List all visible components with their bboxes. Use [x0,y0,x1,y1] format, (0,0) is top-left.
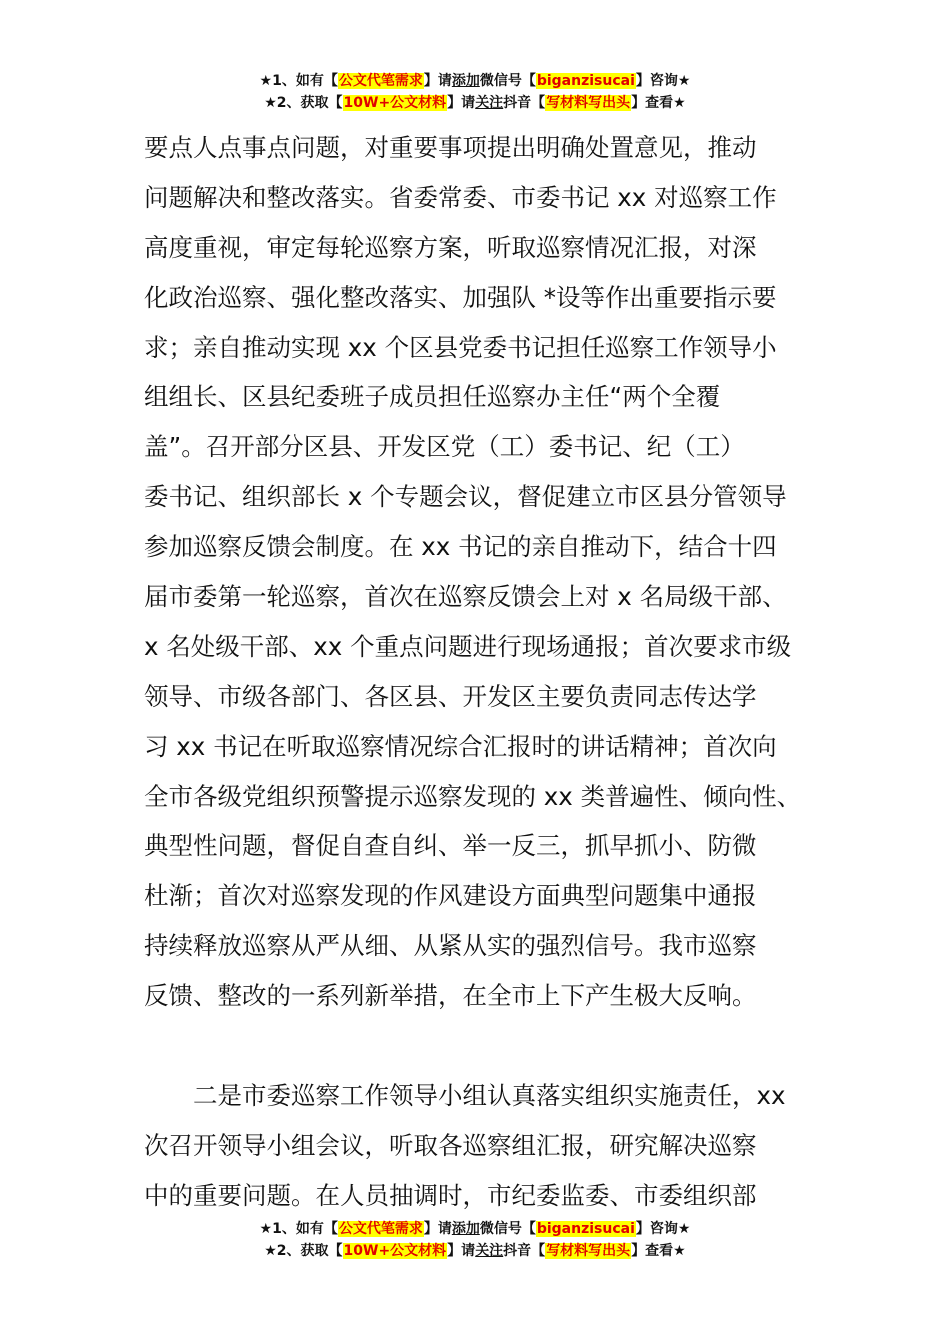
text-line: 委书记、组织部长 x 个专题会议，督促建立市区县分管领导 [144,482,787,512]
banner-line-1-highlight-wechat: biganzisucai [536,73,635,89]
paragraph-spacing [144,1021,824,1071]
document-body [144,123,824,1221]
banner-line-1-prefix: ★1、如有【 [259,1221,338,1237]
banner-line-2-highlight-materials: 10W+公文材料 [343,1243,447,1259]
text-line: 次召开领导小组会议，听取各巡察组汇报，研究解决巡察 [144,1130,757,1160]
banner-line-2-highlight-douyin: 写材料写出头 [546,1243,631,1259]
banner-line-2-underlined: 关注 [475,1243,504,1259]
text-line: 杜渐；首次对巡察发现的作风建设方面典型问题集中通报 [144,881,757,911]
footer-banner [0,1218,950,1262]
banner-line-1-underlined: 添加 [451,73,480,89]
banner-line-2-prefix: ★2、获取【 [264,95,343,111]
banner-line-2-prefix: ★2、获取【 [264,1243,343,1259]
banner-line-2-mid2: 抖音【 [503,1243,546,1259]
text-line: x 名处级干部、xx 个重点问题进行现场通报；首次要求市级 [144,631,792,661]
text-line: 持续释放巡察从严从细、从紧从实的强烈信号。我市巡察 [144,931,757,961]
banner-line-1-suffix: 】咨询★ [635,73,691,89]
banner-line-2-underlined: 关注 [475,95,504,111]
banner-line-1-underlined: 添加 [451,1221,480,1237]
text-line: 习 xx 书记在听取巡察情况综合汇报时的讲话精神；首次向 [144,731,777,761]
banner-line-1-mid: 】请 [423,73,452,89]
banner-line-1-highlight-service: 公文代笔需求 [338,1221,423,1237]
text-line: 要点人点事点问题，对重要事项提出明确处置意见，推动 [144,133,757,162]
text-line: 参加巡察反馈会制度。在 xx 书记的亲自推动下，结合十四 [144,532,777,562]
banner-line-2 [0,1240,950,1262]
text-line: 求；亲自推动实现 xx 个区县党委书记担任巡察工作领导小 [144,332,777,362]
text-line: 组组长、区县纪委班子成员担任巡察办主任“两个全覆 [144,382,721,412]
text-line: 盖”。召开部分区县、开发区党（工）委书记、纪（工） [144,432,745,462]
banner-line-2-mid: 】请 [447,1243,476,1259]
banner-line-2-highlight-materials: 10W+公文材料 [343,95,447,111]
banner-line-1-mid: 】请 [423,1221,452,1237]
banner-line-1-suffix: 】咨询★ [635,1221,691,1237]
text-line: 化政治巡察、强化整改落实、加强队 *设等作出重要指示要 [144,282,777,312]
text-line: 反馈、整改的一系列新举措，在全市上下产生极大反响。 [144,981,757,1011]
text-line: 问题解决和整改落实。省委常委、市委书记 xx 对巡察工作 [144,182,777,212]
text-line: 领导、市级各部门、各区县、开发区主要负责同志传达学 [144,681,757,711]
text-line: 全市各级党组织预警提示巡察发现的 xx 类普遍性、倾向性、 [144,781,802,811]
banner-line-2-mid: 】请 [447,95,476,111]
banner-line-1 [0,70,950,92]
text-line: 典型性问题，督促自查自纠、举一反三，抓早抓小、防微 [144,831,757,861]
text-line: 届市委第一轮巡察，首次在巡察反馈会上对 x 名局级干部、 [144,582,787,612]
header-banner [0,70,950,114]
banner-line-1 [0,1218,950,1240]
text-line: 二是市委巡察工作领导小组认真落实组织实施责任，xx [193,1080,786,1110]
text-line: 高度重视，审定每轮巡察方案，听取巡察情况汇报，对深 [144,232,757,262]
banner-line-2-suffix: 】查看★ [631,1243,686,1259]
banner-line-2-suffix: 】查看★ [631,95,686,111]
paragraph-1 [144,123,824,1021]
banner-line-1-mid2: 微信号【 [479,73,536,89]
banner-line-1-highlight-wechat: biganzisucai [536,1221,635,1237]
paragraph-2 [144,1071,824,1221]
banner-line-1-mid2: 微信号【 [479,1221,536,1237]
banner-line-1-prefix: ★1、如有【 [259,73,338,89]
banner-line-2-highlight-douyin: 写材料写出头 [546,95,631,111]
banner-line-2-mid2: 抖音【 [503,95,546,111]
banner-line-2 [0,92,950,114]
banner-line-1-highlight-service: 公文代笔需求 [338,73,423,89]
text-line: 中的重要问题。在人员抽调时，市纪委监委、市委组织部 [144,1180,757,1210]
